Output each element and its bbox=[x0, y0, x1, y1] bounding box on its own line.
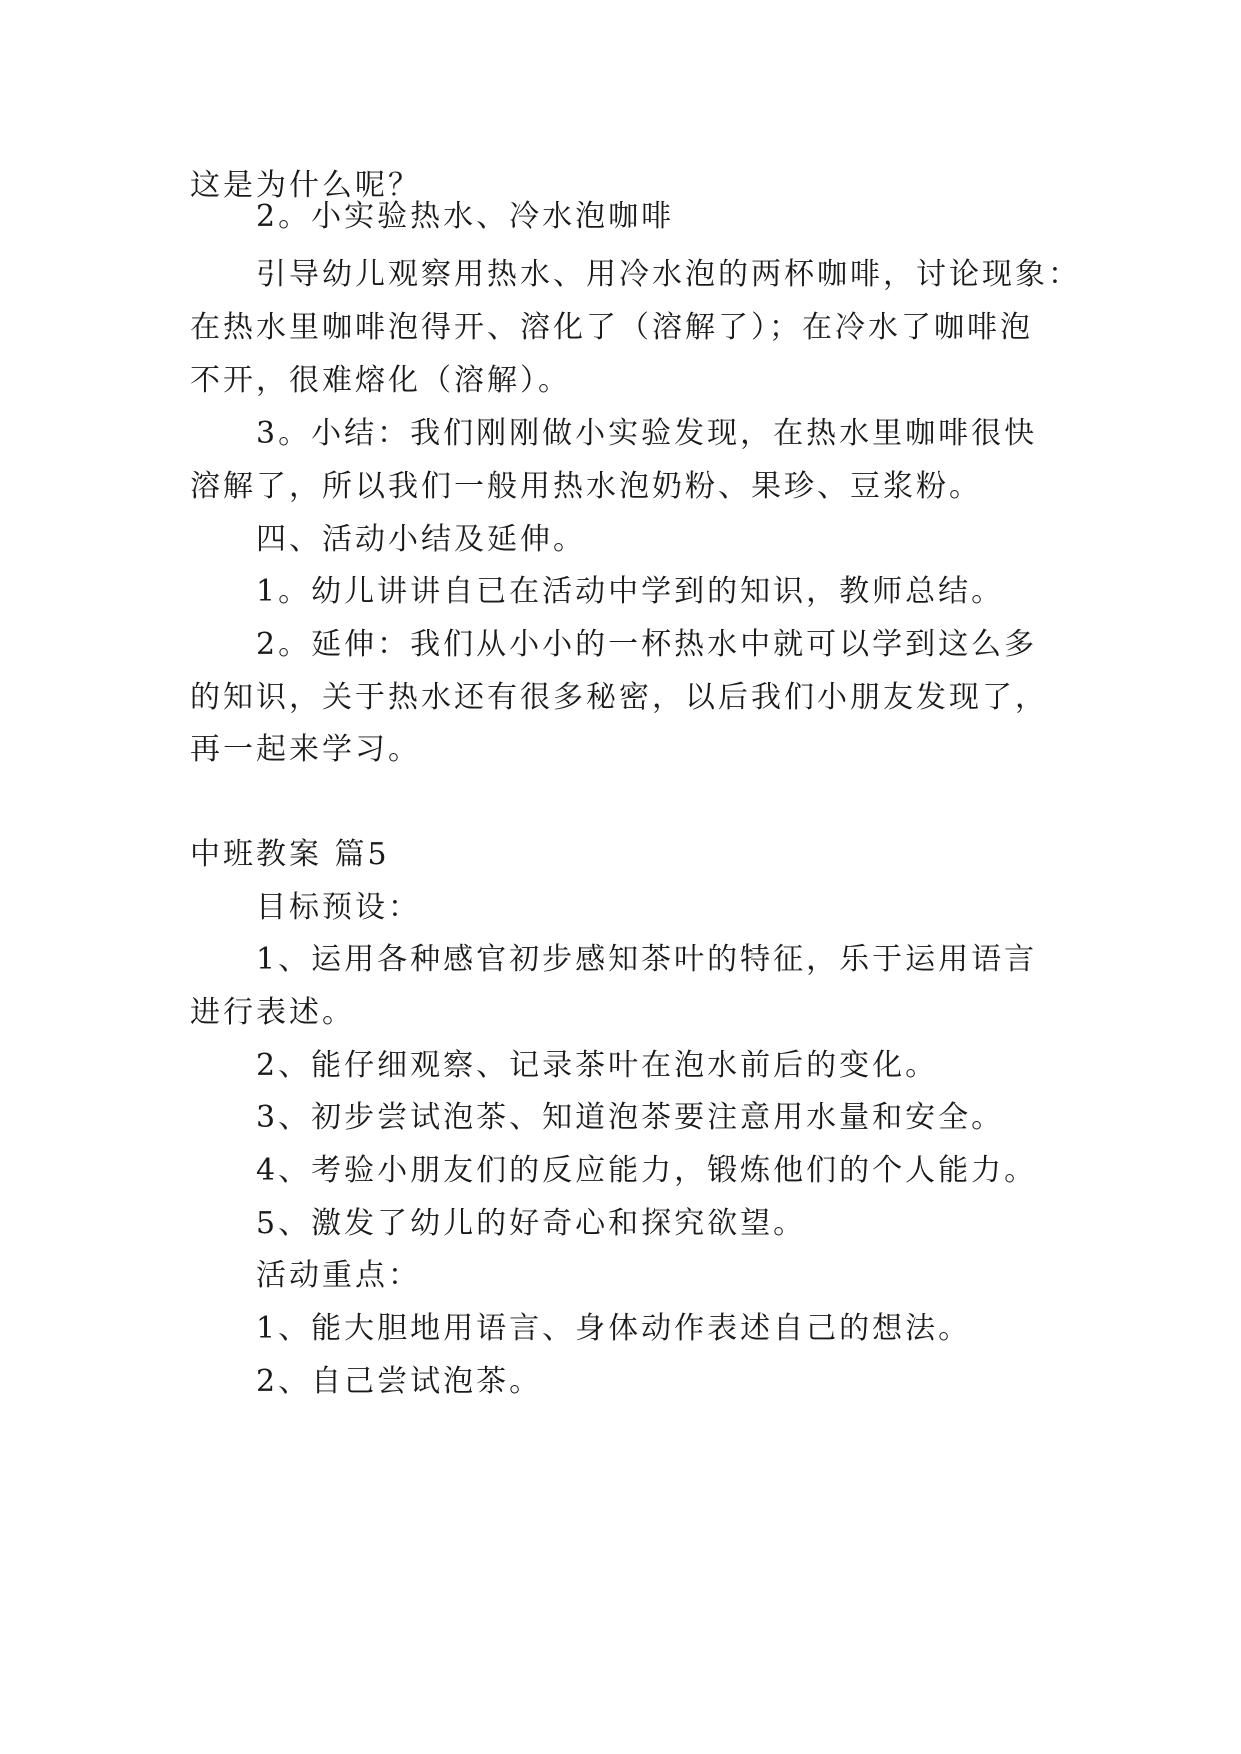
text-line: 在热水里咖啡泡得开、溶化了（溶解了）；在冷水了咖啡泡 bbox=[190, 310, 1033, 345]
text-line: 1。幼儿讲讲自已在活动中学到的知识，教师总结。 bbox=[256, 574, 1005, 609]
text-line: 5、激发了幼儿的好奇心和探究欲望。 bbox=[256, 1206, 807, 1241]
section-heading: 中班教案 篇5 bbox=[190, 837, 390, 872]
text-line: 溶解了，所以我们一般用热水泡奶粉、果珍、豆浆粉。 bbox=[190, 469, 982, 504]
text-line: 1、运用各种感官初步感知茶叶的特征，乐于运用语言 bbox=[256, 942, 1038, 977]
text-line: 四、活动小结及延伸。 bbox=[256, 522, 586, 557]
text-line: 2、自己尝试泡茶。 bbox=[256, 1364, 543, 1399]
text-line: 1、能大胆地用语言、身体动作表述自己的想法。 bbox=[256, 1311, 972, 1346]
text-line: 2。小实验热水、冷水泡咖啡 bbox=[256, 199, 675, 234]
text-line: 2。延伸：我们从小小的一杯热水中就可以学到这么多 bbox=[256, 627, 1038, 662]
text-line: 目标预设： bbox=[256, 890, 421, 925]
text-line: 不开，很难熔化（溶解）。 bbox=[190, 363, 571, 398]
text-line: 4、考验小朋友们的反应能力，锻炼他们的个人能力。 bbox=[256, 1153, 1038, 1188]
text-line: 3。小结：我们刚刚做小实验发现，在热水里咖啡很快 bbox=[256, 416, 1038, 451]
text-line: 活动重点： bbox=[256, 1258, 421, 1293]
text-line: 的知识，关于热水还有很多秘密，以后我们小朋友发现了， bbox=[190, 680, 1048, 715]
text-line: 引导幼儿观察用热水、用冷水泡的两杯咖啡，讨论现象： bbox=[256, 257, 1081, 292]
text-line: 再一起来学习。 bbox=[190, 732, 421, 767]
text-line: 进行表述。 bbox=[190, 995, 355, 1030]
text-line: 3、初步尝试泡茶、知道泡茶要注意用水量和安全。 bbox=[256, 1100, 1005, 1135]
text-line: 这是为什么呢？ bbox=[190, 168, 421, 203]
text-line: 2、能仔细观察、记录茶叶在泡水前后的变化。 bbox=[256, 1048, 939, 1083]
